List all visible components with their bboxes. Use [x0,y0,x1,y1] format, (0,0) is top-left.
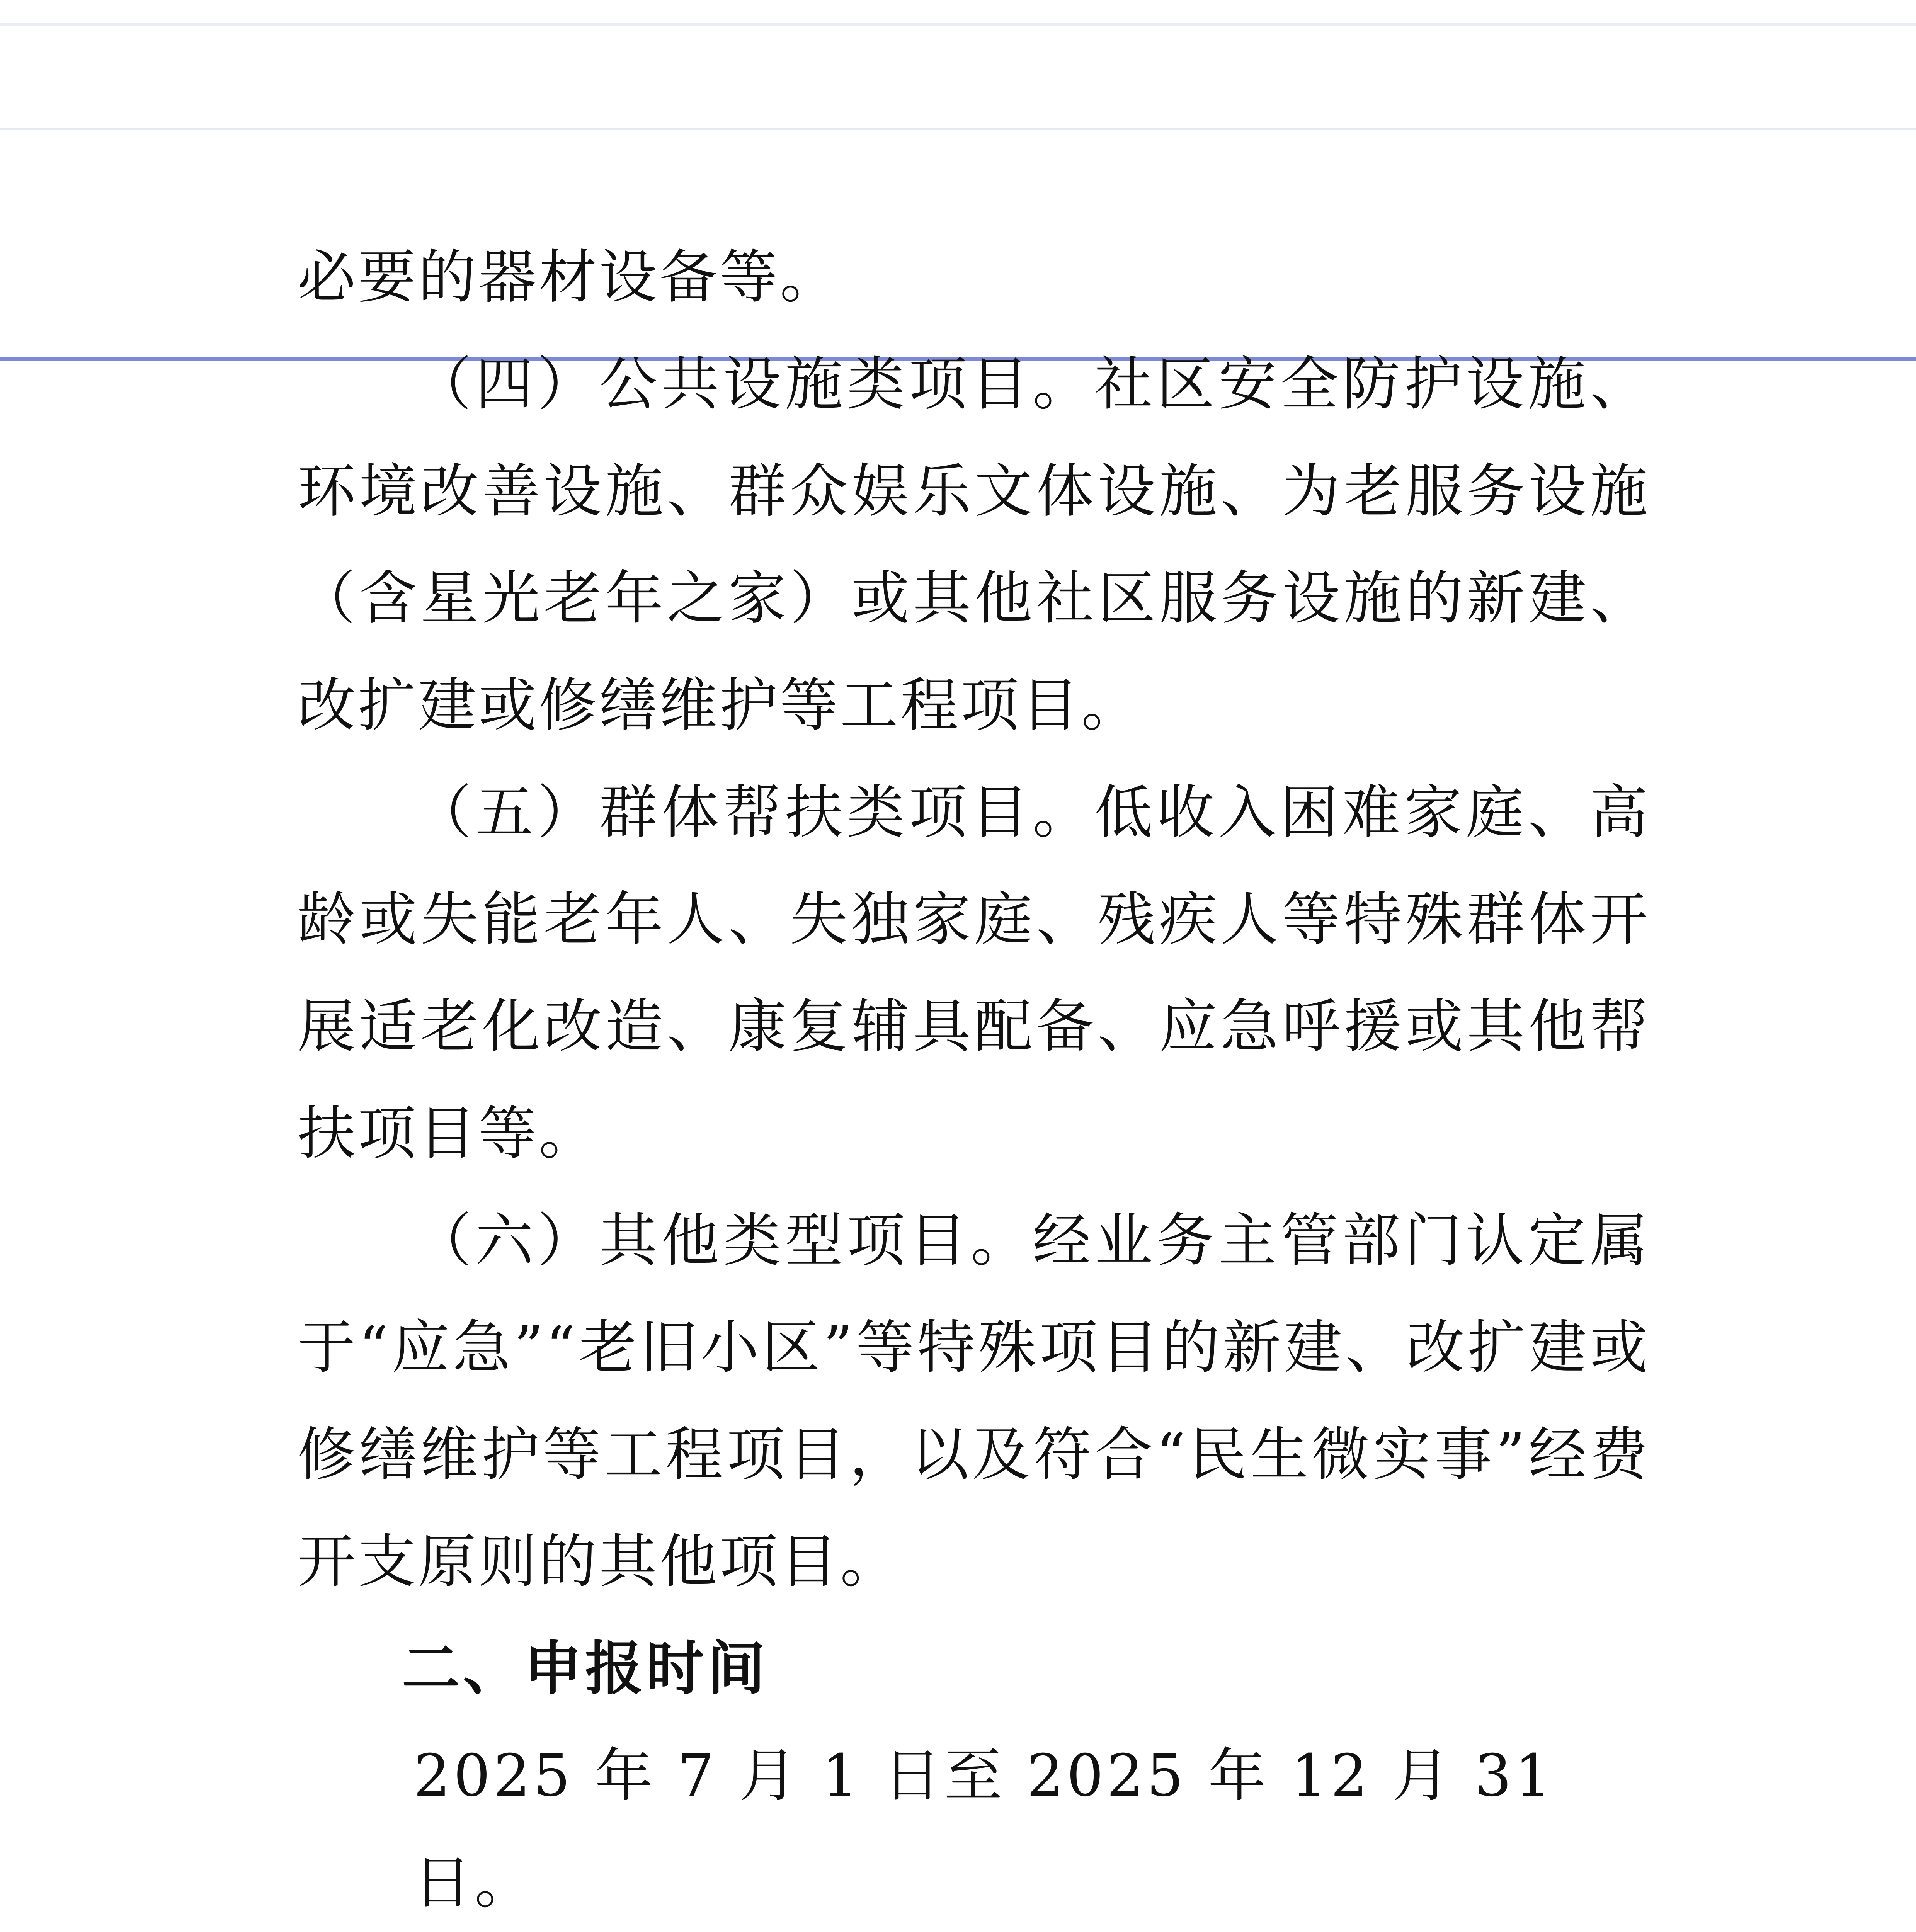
body-paragraph: 必要的器材设备等。 [298,244,841,311]
item-public-facilities: （四）公共设施类项目。社区安全防护设施、环境改善设施、群众娱乐文体设施、为老服务设施（含星光老年之家）或其他社区服务设施的新建、改扩建或修缮维护等工程项目。 [298,351,1650,739]
section-heading-time: 二、申报时间 [402,1635,769,1702]
application-period: 2025 年 7 月 1 日至 2025 年 12 月 31 日。 [413,1742,1555,1917]
scan-artifact-line [0,128,1916,130]
item-group-assistance: （五）群体帮扶类项目。低收入困难家庭、高龄或失能老年人、失独家庭、残疾人等特殊群体开展适老化改造、康复辅具配备、应急呼援或其他帮扶项目等。 [298,779,1650,1167]
scan-artifact-line [0,23,1916,26]
item-other-projects: （六）其他类型项目。经业务主管部门认定属于“应急”“老旧小区”等特殊项目的新建、改扩建或修缮维护等工程项目，以及符合“民生微实事”经费开支原则的其他项目。 [298,1207,1650,1595]
document-body [298,224,1650,1932]
